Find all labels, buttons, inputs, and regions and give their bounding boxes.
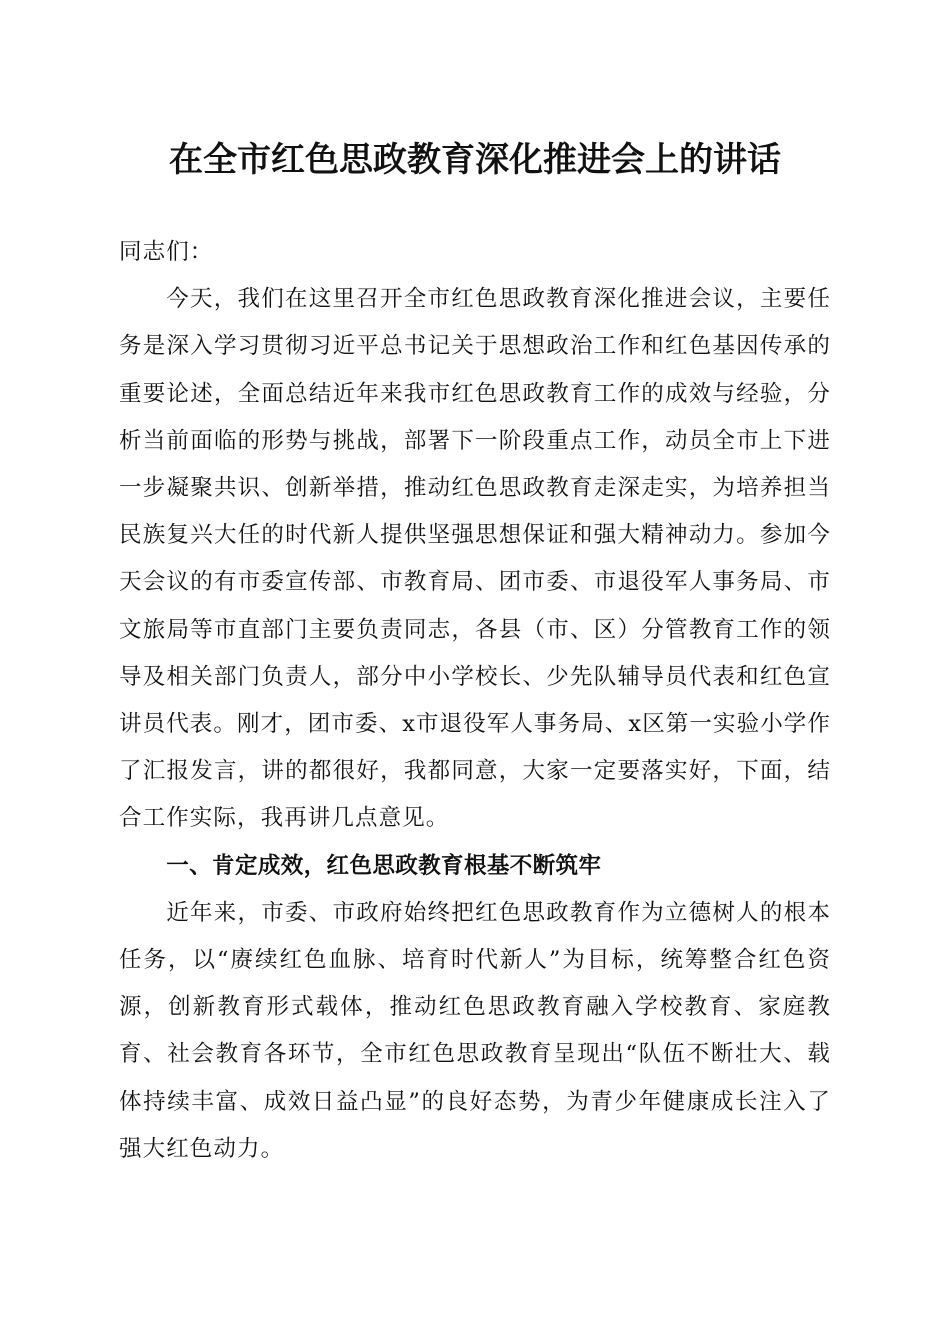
document-title: 在全市红色思政教育深化推进会上的讲话 [169,140,781,180]
section-paragraph: 近年来，市委、市政府始终把红色思政教育作为立德树人的根本任务，以“赓续红色血脉、培育时代新人”为目标，统筹整合红色资源，创新教育形式载体，推动红色思政教育融入学校教育、家庭教育、社会教育各环节，全市红色思政教育呈现出“队伍不断壮大、载体持续丰富、成效日益凸显”的良好态势，为青少年健康成长注入了强大红色动力。 [119,899,831,1162]
intro-paragraph: 今天，我们在这里召开全市红色思政教育深化推进会议，主要任务是深入学习贯彻习近平总书记关于思想政治工作和红色基因传承的重要论述，全面总结近年来我市红色思政教育工作的成效与经验，分析当前面临的形势与挑战，部署下一阶段重点工作，动员全市上下进一步凝聚共识、创新举措，推动红色思政教育走深走实，为培养担当民族复兴大任的时代新人提供坚强思想保证和强大精神动力。参加今天会议的有市委宣传部、市教育局、团市委、市退役军人事务局、市文旅局等市直部门主要负责同志，各县（市、区）分管教育工作的领导及相关部门负责人，部分中小学校长、少先队辅导员代表和红色宣讲员代表。刚才，团市委、x市退役军人事务局、x区第一实验小学作了汇报发言，讲的都很好，我都同意，大家一定要落实好，下面，结合工作实际，我再讲几点意见。 [119,286,831,832]
greeting: 同志们： [119,239,214,265]
section-heading: 一、肯定成效，红色思政教育根基不断筑牢 [166,852,602,879]
document-body [119,229,831,1173]
